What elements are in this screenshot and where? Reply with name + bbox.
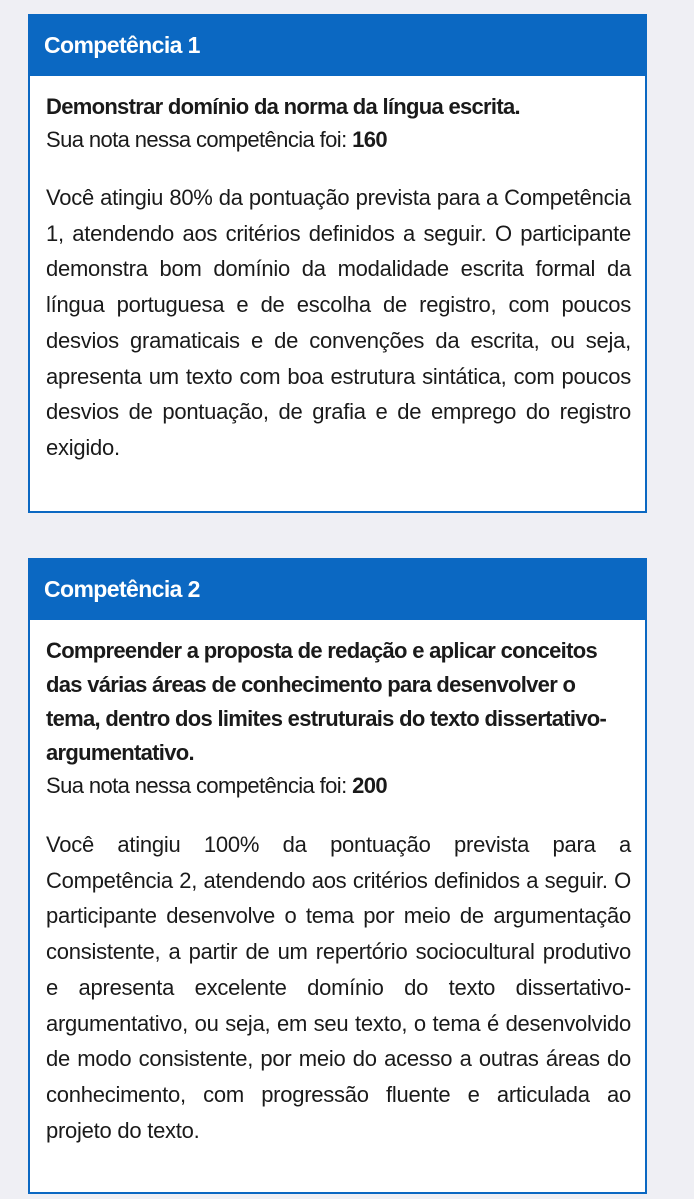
card-header: Competência 1 xyxy=(28,14,647,76)
competencia-1-card xyxy=(28,14,647,513)
card-body xyxy=(30,76,645,466)
competencia-2-card xyxy=(28,558,647,1194)
competencia-description: Você atingiu 100% da pontuação prevista para a Competência 2, atendendo aos critérios definidos a seguir. O participante desenvolve o tema por meio de argumentação consistente, a partir de um repertório sociocultural produtivo e apresenta excelente domínio do texto dissertativo-argumentativo, ou seja, em seu texto, o tema é desenvolvido de modo consistente, por meio do acesso a outras áreas do conhecimento, com progressão fluente e articulada ao projeto do texto. xyxy=(46,832,631,1143)
competencia-description: Você atingiu 80% da pontuação prevista para a Competência 1, atendendo aos critérios definidos a seguir. O participante demonstra bom domínio da modalidade escrita formal da língua portuguesa e de escolha de registro, com poucos desvios gramaticais e de convenções da escrita, ou seja, apresenta um texto com boa estrutura sintática, com poucos desvios de pontuação, de grafia e de emprego do registro exigido. xyxy=(46,185,631,460)
card-body xyxy=(30,620,645,1148)
card-header: Competência 2 xyxy=(28,558,647,620)
grade-value: 160 xyxy=(352,127,388,152)
grade-label: Sua nota nessa competência foi: xyxy=(46,773,347,798)
competencia-title: Demonstrar domínio da norma da língua escrita. xyxy=(46,94,520,119)
grade-line xyxy=(46,124,631,156)
competencia-title: Compreender a proposta de redação e aplicar conceitos das várias áreas de conhecimento para desenvolver o tema, dentro dos limites estruturais do texto dissertativo-argumentativo. xyxy=(46,638,607,765)
grade-line xyxy=(46,770,631,802)
grade-value: 200 xyxy=(352,773,388,798)
grade-label: Sua nota nessa competência foi: xyxy=(46,127,347,152)
